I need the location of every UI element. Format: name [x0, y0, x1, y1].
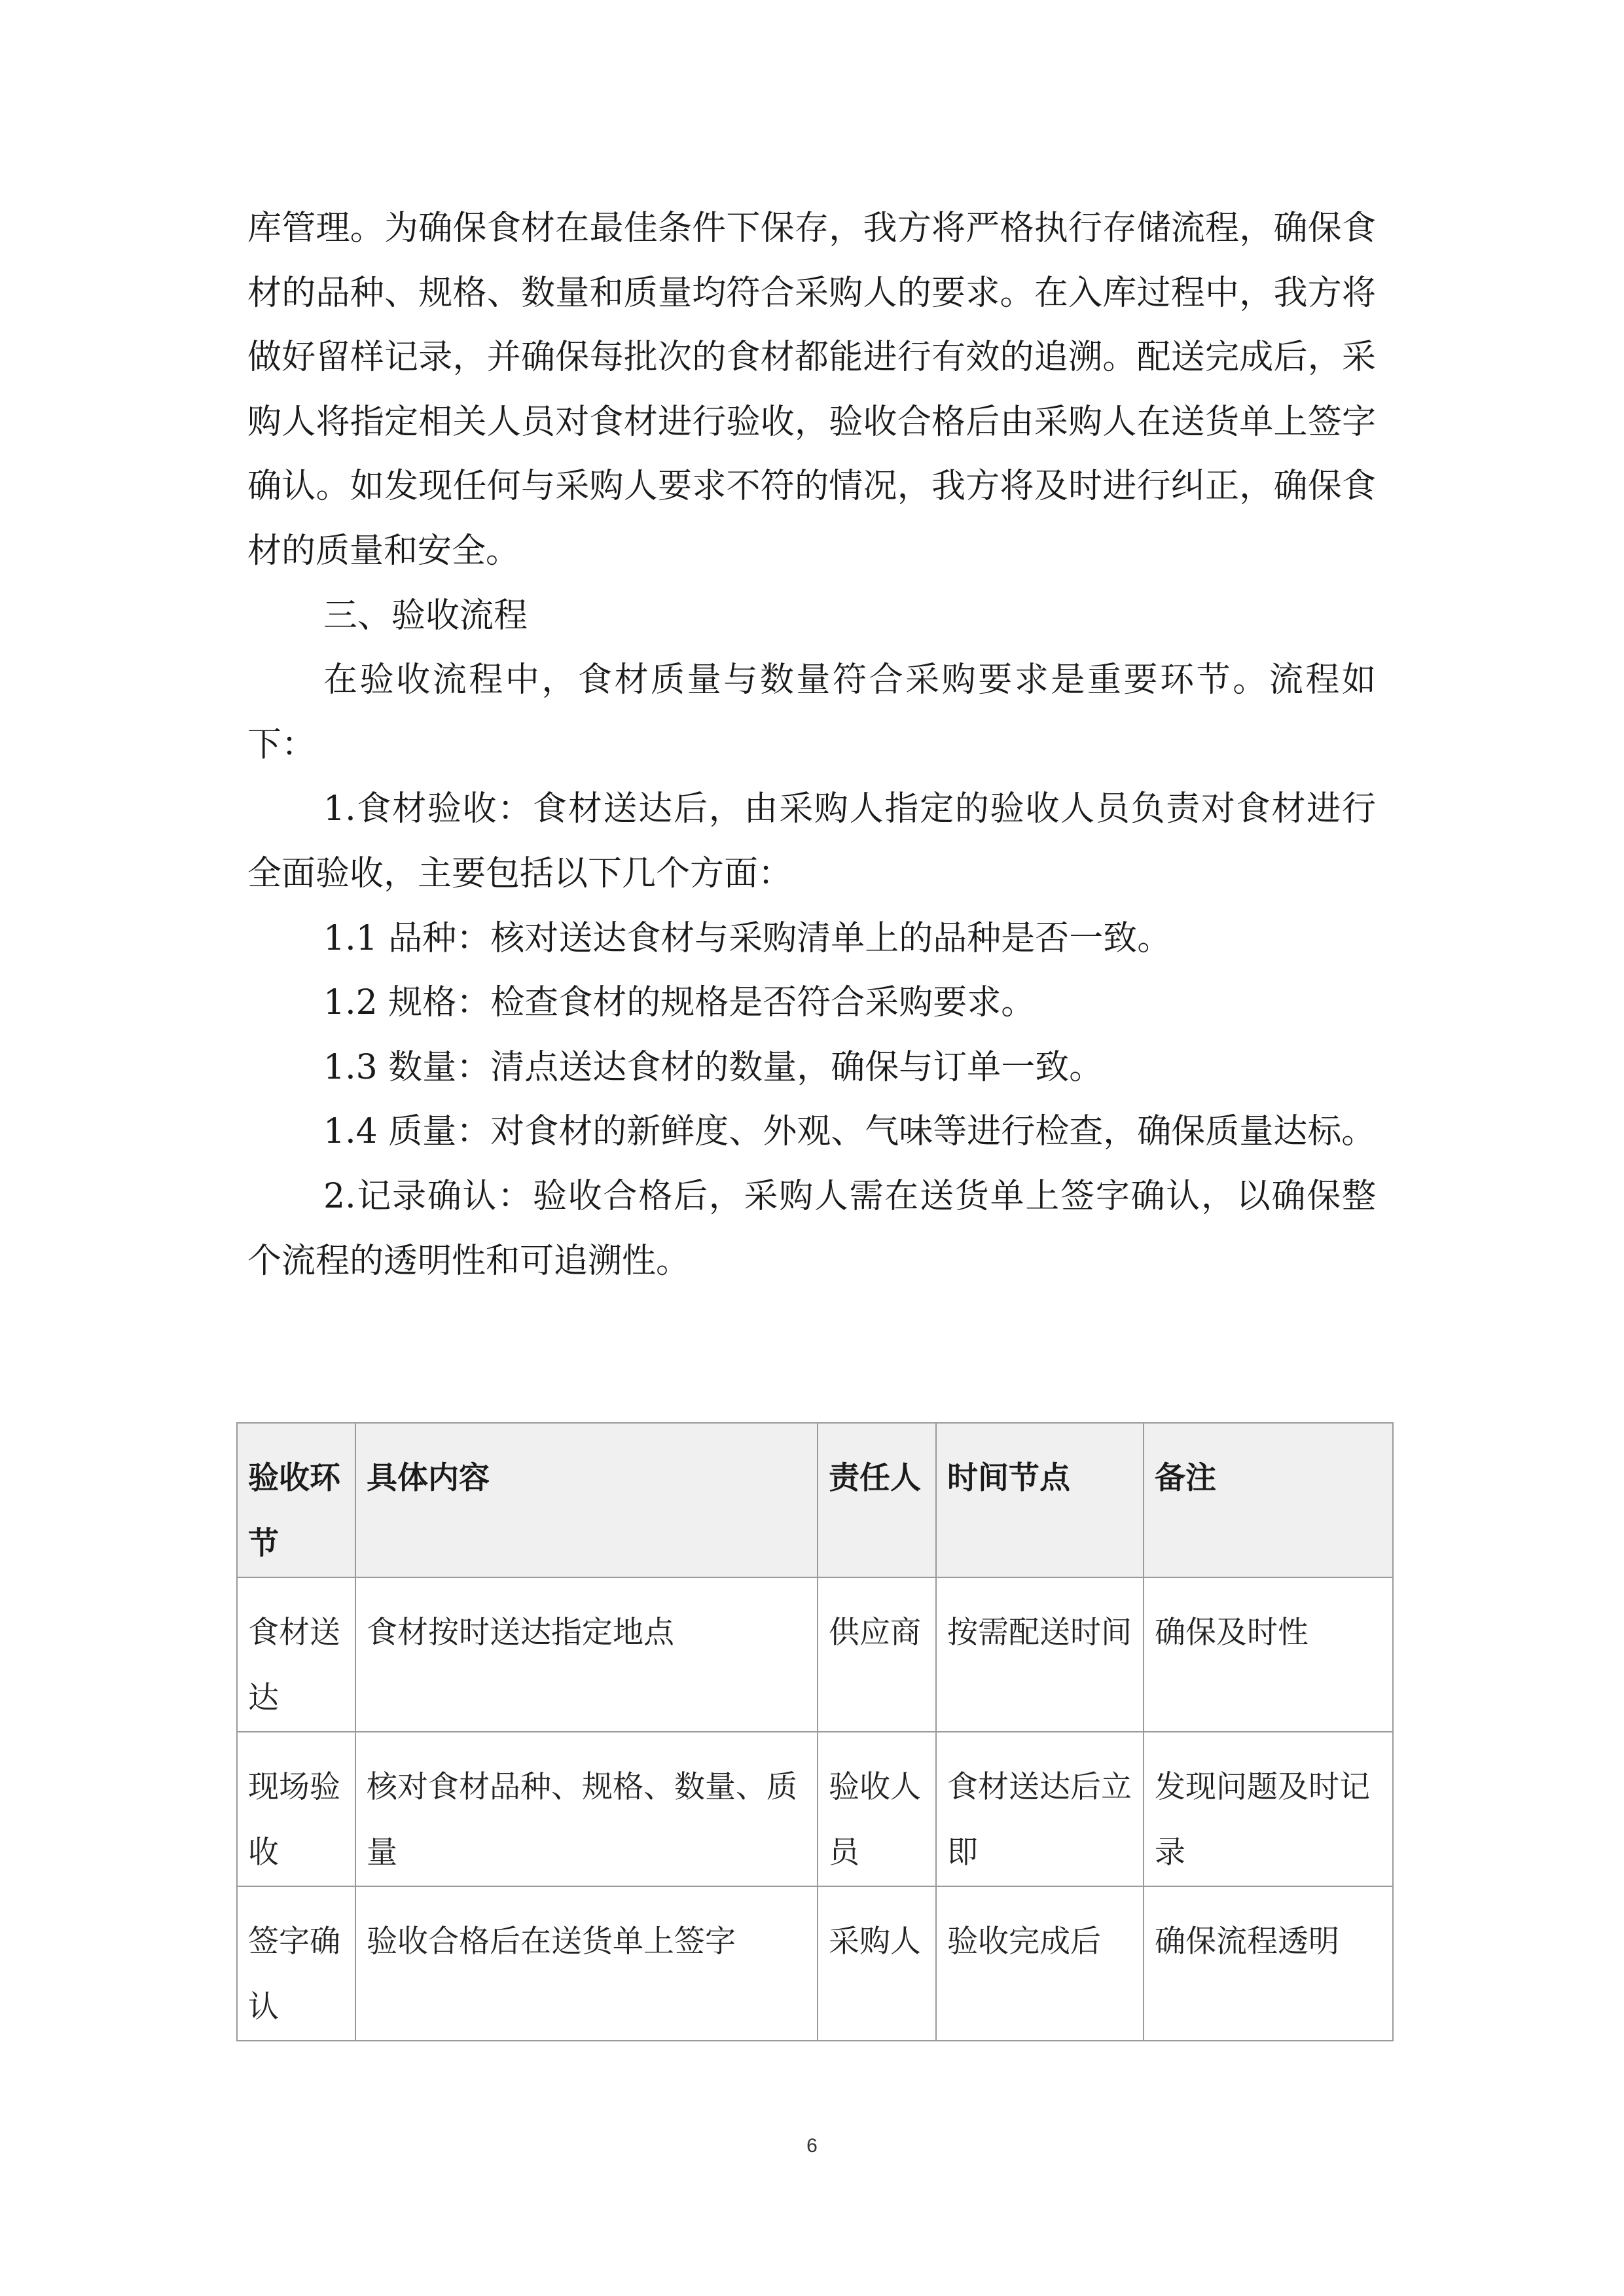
table-cell: 现场验收: [237, 1732, 355, 1886]
table-cell: 食材按时送达指定地点: [355, 1577, 818, 1732]
body-text: [247, 196, 1376, 1293]
table-header-cell: 时间节点: [936, 1423, 1144, 1577]
table-cell: 验收人员: [818, 1732, 936, 1886]
paragraph-storage: 库管理。为确保食材在最佳条件下保存，我方将严格执行存储流程，确保食材的品种、规格、数量和质量均符合采购人的要求。在入库过程中，我方将做好留样记录，并确保每批次的食材都能进行有效的追溯。配送完成后，采购人将指定相关人员对食材进行验收，验收合格后由采购人在送货单上签字确认。如发现任何与采购人要求不符的情况，我方将及时进行纠正，确保食材的质量和安全。: [247, 209, 1376, 571]
table-row: [237, 1732, 1393, 1886]
list-item-1-1: 1.1 品种：核对送达食材与采购清单上的品种是否一致。: [323, 918, 1172, 958]
paragraph-intro: 在验收流程中，食材质量与数量符合采购要求是重要环节。流程如下：: [247, 660, 1376, 764]
table-cell: 按需配送时间: [936, 1577, 1144, 1732]
table-header-cell: 具体内容: [355, 1423, 818, 1577]
list-item-1-2: 1.2 规格：检查食材的规格是否符合采购要求。: [323, 983, 1036, 1023]
table-row: [237, 1886, 1393, 2041]
table-header-cell: 验收环节: [237, 1423, 355, 1577]
page-number: 6: [806, 2135, 818, 2157]
table-cell: 确保流程透明: [1144, 1886, 1393, 2041]
table-cell: 供应商: [818, 1577, 936, 1732]
table-cell: 食材送达: [237, 1577, 355, 1732]
list-item-1: 1.食材验收：食材送达后，由采购人指定的验收人员负责对食材进行全面验收，主要包括以下几个方面：: [247, 789, 1376, 893]
section-heading: 三、验收流程: [323, 596, 528, 636]
table-cell: 验收合格后在送货单上签字: [355, 1886, 818, 2041]
table-row: [237, 1577, 1393, 1732]
table-header-row: [237, 1423, 1393, 1577]
acceptance-table-wrapper: [236, 1422, 1392, 2041]
list-item-1-4: 1.4 质量：对食材的新鲜度、外观、气味等进行检查，确保质量达标。: [323, 1112, 1376, 1152]
table-header-cell: 责任人: [818, 1423, 936, 1577]
table-cell: 签字确认: [237, 1886, 355, 2041]
list-item-1-3: 1.3 数量：清点送达食材的数量，确保与订单一致。: [323, 1047, 1104, 1087]
table-header-cell: 备注: [1144, 1423, 1393, 1577]
table-cell: 核对食材品种、规格、数量、质量: [355, 1732, 818, 1886]
list-item-2: 2.记录确认：验收合格后，采购人需在送货单上签字确认，以确保整个流程的透明性和可追溯性。: [247, 1176, 1376, 1281]
table-cell: 发现问题及时记录: [1144, 1732, 1393, 1886]
table-cell: 验收完成后: [936, 1886, 1144, 2041]
table-cell: 采购人: [818, 1886, 936, 2041]
table-cell: 确保及时性: [1144, 1577, 1393, 1732]
table-cell: 食材送达后立即: [936, 1732, 1144, 1886]
acceptance-table: [236, 1422, 1394, 2041]
